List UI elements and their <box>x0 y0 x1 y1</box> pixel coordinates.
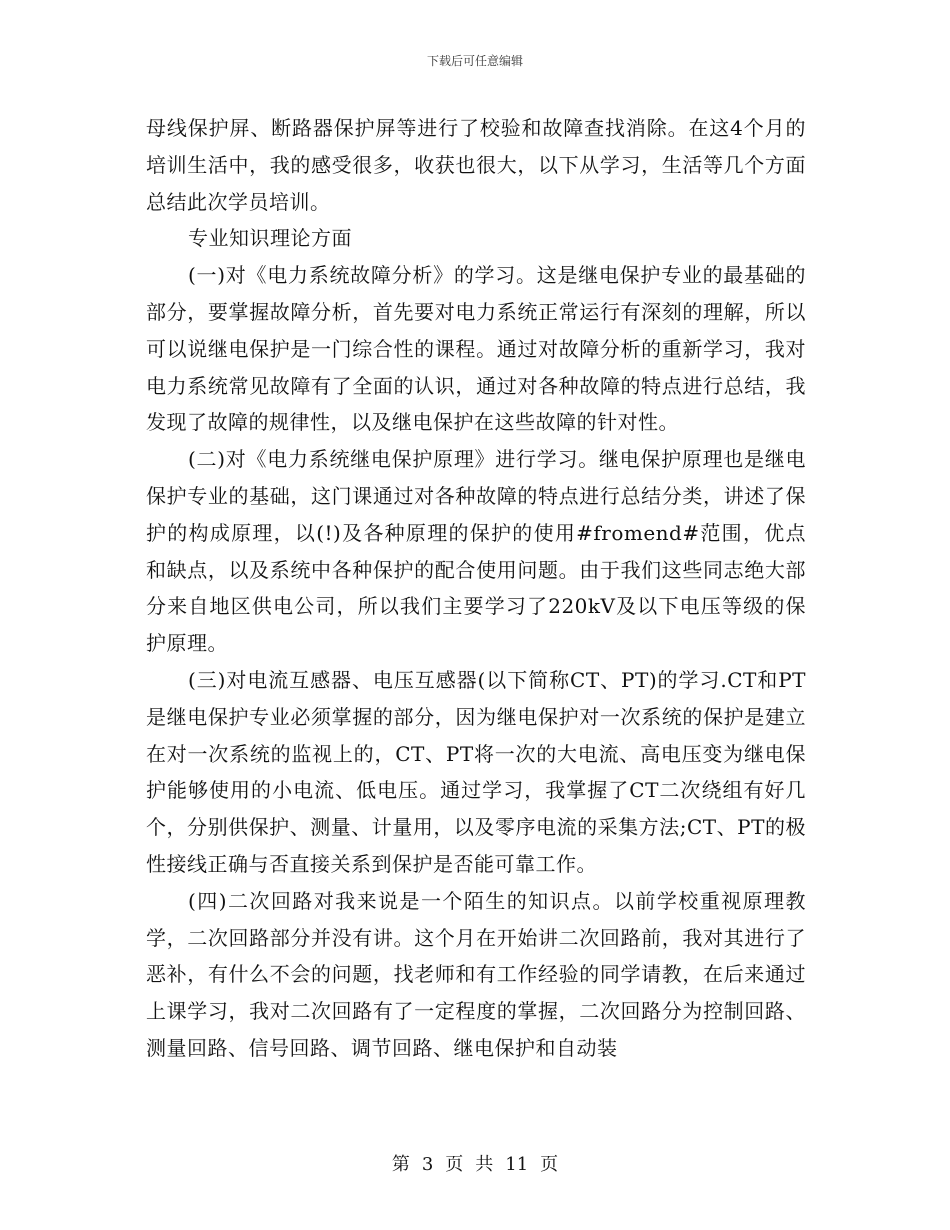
footer-label-unit: 页 <box>445 1154 464 1175</box>
paragraph-continuation: 母线保护屏、断路器保护屏等进行了校验和故障查找消除。在这4个月的培训生活中，我的感受很多，收获也很大，以下从学习，生活等几个方面总结此次学员培训。 <box>146 116 806 214</box>
document-body <box>146 110 806 1067</box>
paragraph-fault-analysis: (一)对《电力系统故障分析》的学习。这是继电保护专业的最基础的部分，要掌握故障分析，首先要对电力系统正常运行有深刻的理解，所以可以说继电保护是一门综合性的课程。通过对故障分析的重新学习，我对电力系统常见故障有了全面的认识，通过对各种故障的特点进行总结，我发现了故障的规律性，以及继电保护在这些故障的针对性。 <box>146 263 806 435</box>
footer-label-page: 第 <box>391 1154 410 1175</box>
paragraph-protection-principles: (二)对《电力系统继电保护原理》进行学习。继电保护原理也是继电保护专业的基础，这门课通过对各种故障的特点进行总结分类，讲述了保护的构成原理，以(!)及各种原理的保护的使用#fromend#范围，优点和缺点，以及系统中各种保护的配合使用问题。由于我们这些同志绝大部分来自地区供电公司，所以我们主要学习了220kV及以下电压等级的保护原理。 <box>146 447 806 656</box>
paragraph-secondary-circuit: (四)二次回路对我来说是一个陌生的知识点。以前学校重视原理教学，二次回路部分并没有讲。这个月在开始讲二次回路前，我对其进行了恶补，有什么不会的问题，找老师和有工作经验的同学请教，在后来通过上课学习，我对二次回路有了一定程度的掌握，二次回路分为控制回路、测量回路、信号回路、调节回路、继电保护和自动装 <box>146 888 806 1060</box>
footer-current-page: 3 <box>421 1154 434 1175</box>
section-heading: 专业知识理论方面 <box>188 226 352 251</box>
footer-total-pages: 11 <box>505 1154 529 1175</box>
page-footer <box>0 1150 950 1176</box>
footer-label-unit2: 页 <box>540 1154 559 1175</box>
footer-label-total: 共 <box>475 1154 494 1175</box>
paragraph-ct-pt: (三)对电流互感器、电压互感器(以下简称CT、PT)的学习.CT和PT是继电保护专业必须掌握的部分，因为继电保护对一次系统的保护是建立在对一次系统的监视上的，CT、PT将一次的大电流、高电压变为继电保护能够使用的小电流、低电压。通过学习，我掌握了CT二次绕组有好几个，分别供保护、测量、计量用，以及零序电流的采集方法;CT、PT的极性接线正确与否直接关系到保护是否能可靠工作。 <box>146 667 806 876</box>
header-note: 下载后可任意编辑 <box>426 54 523 68</box>
